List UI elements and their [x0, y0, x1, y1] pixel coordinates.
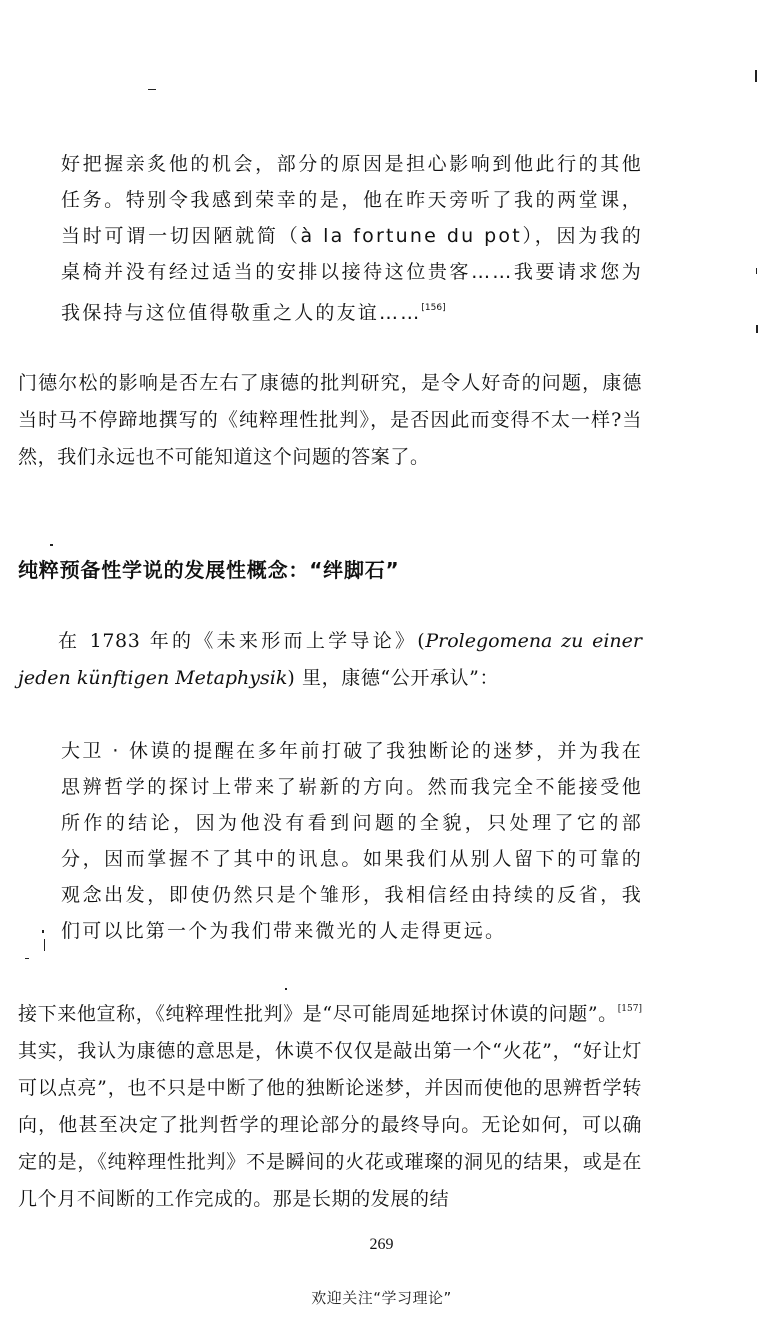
scan-speck — [755, 70, 757, 82]
scan-speck — [756, 268, 757, 274]
paragraph-text: ) 里，康德“公开承认”： — [287, 667, 500, 689]
section-heading: 纯粹预备性学说的发展性概念：“绊脚石” — [18, 558, 400, 582]
footnote-ref-156: [156] — [421, 303, 446, 313]
paragraph-text: 其实，我认为康德的意思是，休谟不仅仅是敲出第一个“火花”，“好让灯可以点亮”，也不只是中断了他的独断论迷梦，并因而使他的思辨哲学转向，他甚至决定了批判哲学的理论部分的最终导向。无论如何，可以确定的是，《纯粹理性批判》不是瞬间的火花或璀璨的洞见的结果，或是在几个月不间断的工作完成的。那是长期的发展的结 — [18, 1040, 642, 1210]
block-quote-mendelssohn — [61, 146, 643, 331]
paragraph-critique-hume — [18, 991, 642, 1218]
paragraph-mendelssohn-influence: 门德尔松的影响是否左右了康德的批判研究，是令人好奇的问题，康德当时马不停蹄地撰写的《纯粹理性批判》，是否因此而变得不太一样?当然，我们永远也不可能知道这个问题的答案了。 — [18, 372, 642, 468]
scan-speck — [42, 930, 44, 933]
quote-text: 好把握亲炙他的机会，部分的原因是担心影响到他此行的其他任务。特别令我感到荣幸的是，他在昨天旁听了我的两堂课，当时可谓一切因陋就简（à la fortune du pot），因为我的桌椅并没有经过适当的安排以接待这位贵客……我要请求您为我保持与这位值得敬重之人的友谊…… — [61, 153, 643, 324]
footer-note: 欢迎关注“学习理论” — [311, 1289, 452, 1307]
page-number: 269 — [369, 1236, 394, 1253]
scan-speck — [285, 988, 287, 990]
paragraph-prolegomena — [18, 623, 642, 697]
footnote-ref-157: [157] — [617, 1004, 642, 1014]
prolegomena-title: Prolegomena zu einer jeden künftigen Metaphysik — [18, 630, 642, 689]
scan-speck — [44, 939, 45, 951]
scan-speck — [25, 958, 29, 959]
paragraph-text: 在 1783 年的《未来形而上学导论》( — [58, 630, 426, 652]
scan-speck — [50, 544, 53, 546]
block-quote-hume: 大卫 · 休谟的提醒在多年前打破了我独断论的迷梦，并为我在思辨哲学的探讨上带来了崭新的方向。然而我完全不能接受他所作的结论，因为他没有看到问题的全貌，只处理了它的部分，因而掌握不了其中的讯息。如果我们从别人留下的可靠的观念出发，即使仍然只是个雏形，我相信经由持续的反省，我们可以比第一个为我们带来微光的人走得更远。 — [61, 740, 643, 942]
paragraph-text: 接下来他宣称，《纯粹理性批判》是“尽可能周延地探讨休谟的问题”。 — [18, 1003, 618, 1025]
scan-speck — [148, 89, 156, 90]
scan-speck — [756, 325, 758, 333]
